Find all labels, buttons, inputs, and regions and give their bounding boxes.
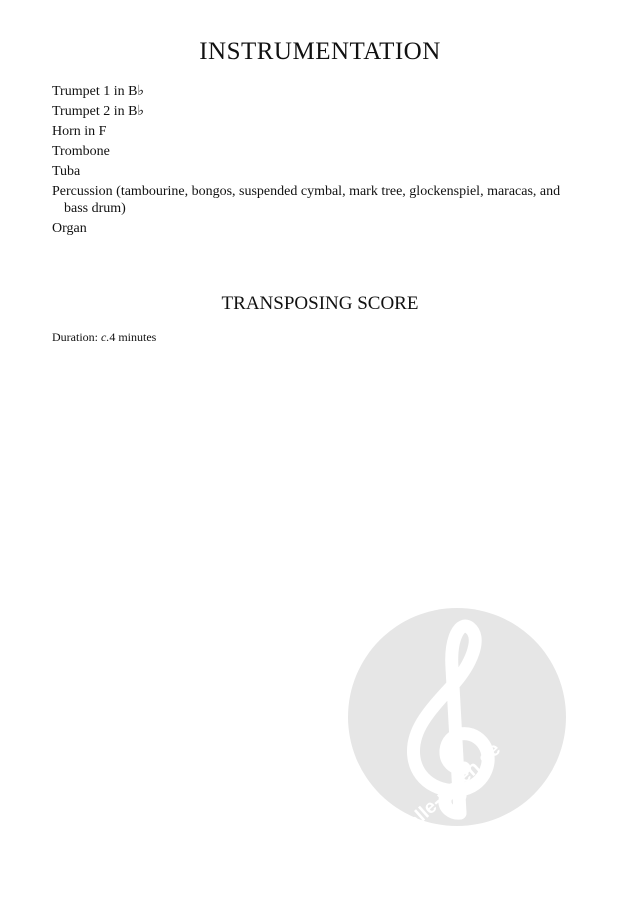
list-item: Percussion (tambourine, bongos, suspended cymbal, mark tree, glockenspiel, maracas, and bass drum) — [52, 184, 561, 216]
list-item: Trumpet 2 in B♭ — [52, 104, 145, 119]
list-item: Trumpet 1 in B♭ — [52, 84, 145, 99]
list-item: Trombone — [52, 144, 110, 159]
list-item: Organ — [52, 221, 87, 236]
duration-approx: c. — [101, 330, 110, 344]
duration-label: Duration: — [52, 330, 101, 344]
instrument-list — [52, 83, 572, 240]
duration-text — [52, 330, 156, 345]
list-item: Tuba — [52, 164, 81, 179]
duration-value: 4 minutes — [109, 330, 157, 344]
watermark-text: alle-noten.de — [403, 738, 505, 826]
list-item: Horn in F — [52, 124, 107, 139]
watermark-logo — [348, 608, 566, 826]
score-type-heading: TRANSPOSING SCORE — [221, 293, 419, 314]
page-title: INSTRUMENTATION — [199, 38, 441, 65]
treble-clef-icon — [348, 608, 566, 826]
